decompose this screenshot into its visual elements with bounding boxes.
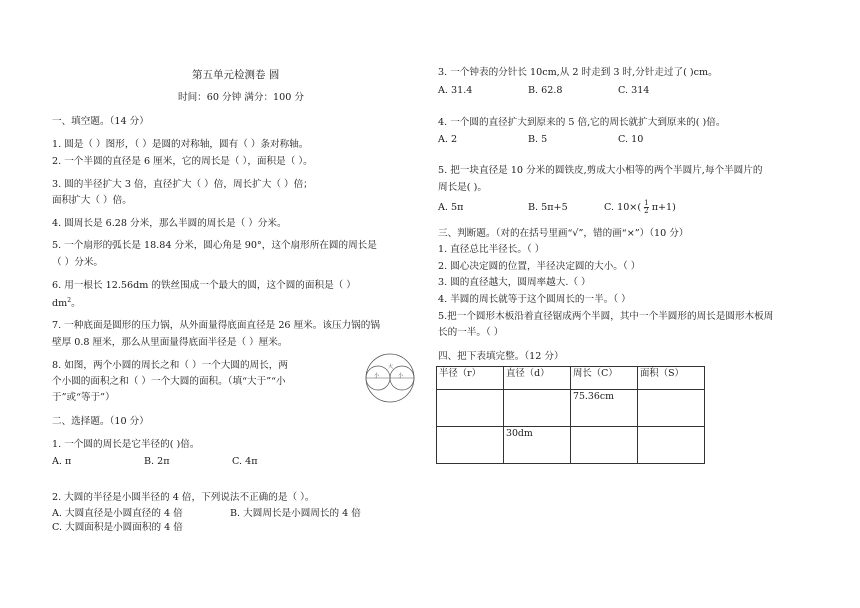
big-circle-label: 大 [388,364,394,370]
choice-q2-option-a: A. 大圆直径是小圆直径的 4 倍 [52,508,183,519]
page-title: 第五单元检测卷 圆 [192,69,280,81]
fill-q8-line1: 8. 如图，两个小圆的周长之和（ ）一个大圆的周长，两 [52,360,288,371]
small-circle-label-right: 小 [398,373,404,379]
choice-q2: 2. 大圆的半径是小圆半径的 4 倍，下列说法不正确的是（ ）。 [52,492,315,503]
choice-q4-option-c: C. 10 [618,134,644,145]
section4-heading: 四、把下表填完整。（12 分） [438,351,564,362]
choice-q5-option-b: B. 5π+5 [528,202,568,213]
page-subtitle: 时间：60 分钟 满分：100 分 [178,92,305,103]
choice-q1: 1. 一个圆的周长是它半径的( )倍。 [52,439,200,450]
choice-q2-option-c: C. 大圆面积是小圆面积的 4 倍 [52,522,183,533]
table-cell[interactable]: 30dm [504,427,571,464]
header-area: 面积（S） [638,367,705,390]
judge-item-2: 2. 圆心决定圆的位置，半径决定圆的大小。（ ） [438,261,641,272]
unit-superscript: 2 [67,297,72,304]
choice-q4-option-b: B. 5 [528,134,548,145]
table-cell[interactable] [437,390,504,427]
q6-end: 。 [71,298,81,310]
judge-item-5-line1: 5.把一个圆形木板沿着直径锯成两个半圆，其中一个半圆形的周长是圆形木板周 [438,311,774,322]
choice-q1-option-a: A. π [52,456,72,467]
choice-q5-line2: 周长是( )。 [438,182,487,193]
table-cell[interactable] [638,427,705,464]
small-circle-label-left: 小 [374,373,380,379]
choice-q1-option-c: C. 4π [232,456,258,467]
judge-item-4: 4. 半圆的周长就等于这个圆周长的一半。（ ） [438,294,631,305]
fill-q1: 1. 圆是（ ）图形，（ ）是圆的对称轴，圆有（ ）条对称轴。 [52,139,309,150]
fraction-half [644,200,648,215]
fill-q6-line2 [52,297,81,310]
section2-heading: 二、选择题。（10 分） [52,416,149,427]
fill-q8-line2: 个小圆的面积之和（ ）一个大圆的面积。（填“大于”“小 [52,376,286,387]
choice-q5-option-c [604,200,676,215]
choice-q3-option-a: A. 31.4 [438,85,473,96]
judge-item-3: 3. 圆的直径越大，圆周率越大.（ ） [438,277,591,288]
fill-q8-line3: 于”或“等于”） [52,392,115,403]
header-radius: 半径（r） [437,367,504,390]
judge-item-5-line2: 长的一半。（ ） [438,327,504,338]
option-c-suffix: π+1) [651,202,676,213]
fill-q6-line1: 6. 用一根长 12.56dm 的铁丝围成一个最大的圆，这个圆的面积是（ ） [52,280,356,291]
table-cell[interactable] [437,427,504,464]
choice-q3-option-c: C. 314 [618,85,650,96]
fill-q2: 2. 一个半圆的直径是 6 厘米，它的周长是（ ），面积是（ ）。 [52,156,313,167]
choice-q1-option-b: B. 2π [144,456,170,467]
fraction-numerator: 1 [644,199,649,207]
choice-q4: 4. 一个圆的直径扩大到原来的 5 倍,它的周长就扩大到原来的( )倍。 [438,117,726,128]
table-cell[interactable] [571,427,638,464]
fraction-denominator: 2 [644,207,649,215]
fill-q3-line2: 面积扩大（ ）倍。 [52,195,132,206]
section3-heading: 三、判断题。（对的在括号里画“√”，错的画“×”）（10 分） [438,228,689,239]
fill-q7-line2: 壁厚 0.8 厘米，那么从里面量得底面半径是（ ）厘米。 [52,337,288,348]
header-diameter: 直径（d） [504,367,571,390]
fill-q4: 4. 圆周长是 6.28 分米，那么半圆的周长是（ ）分米。 [52,218,287,229]
table-cell[interactable] [504,390,571,427]
circles-figure [360,352,420,404]
fill-table [436,366,705,464]
choice-q5-option-a: A. 5π [438,202,464,213]
choice-q4-option-a: A. 2 [438,134,458,145]
header-circumference: 周长（C） [571,367,638,390]
table-header-row [437,367,705,390]
choice-q5-line1: 5. 把一块直径是 10 分米的圆铁皮,剪成大小相等的两个半圆片,每个半圆片的 [438,165,763,176]
table-row [437,427,705,464]
unit-dm: dm [52,298,68,310]
fill-q7-line1: 7. 一种底面是圆形的压力锅，从外面量得底面直径是 26 厘米。该压力锅的锅 [52,320,380,331]
table-cell[interactable] [638,390,705,427]
choice-q3: 3. 一个钟表的分针长 10cm,从 2 时走到 3 时,分针走过了( )cm。 [438,67,718,78]
section1-heading: 一、填空题。（14 分） [52,116,149,127]
fill-q5-line1: 5. 一个扇形的弧长是 18.84 分米，圆心角是 90°，这个扇形所在圆的周长是 [52,240,377,251]
choice-q2-option-b: B. 大圆周长是小圆周长的 4 倍 [230,508,361,519]
table-row [437,390,705,427]
choice-q3-option-b: B. 62.8 [528,85,563,96]
fill-q5-line2: （ ）分米。 [52,257,104,268]
table-cell[interactable]: 75.36cm [571,390,638,427]
judge-item-1: 1. 直径总比半径长。（ ） [438,244,545,255]
fill-q3-line1: 3. 圆的半径扩大 3 倍，直径扩大（ ）倍，周长扩大（ ）倍； [52,179,313,190]
option-c-prefix: C. 10×( [604,202,642,213]
